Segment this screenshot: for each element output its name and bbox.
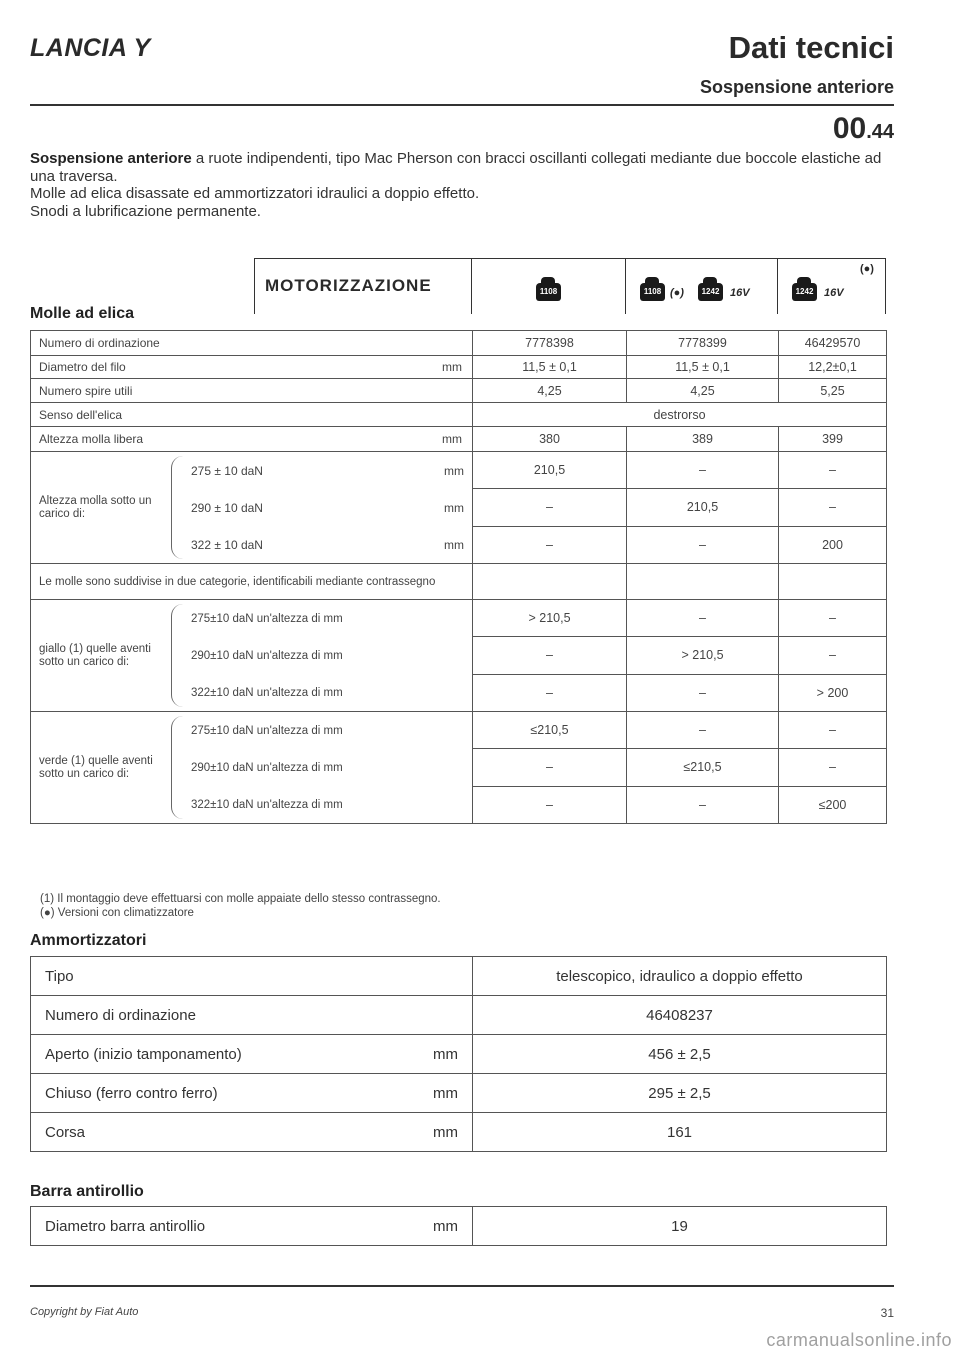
load-item: 275±10 daN un'altezza di mm <box>191 612 343 625</box>
row-label: Numero spire utili <box>31 379 473 403</box>
load-item: 322 ± 10 daN <box>191 537 263 552</box>
table-cell: – <box>779 452 887 489</box>
table-cell: 456 ± 2,5 <box>473 1035 887 1074</box>
table-row <box>31 379 887 403</box>
row-label: Diametro barra antirollio <box>45 1217 206 1235</box>
section-number-sub: .44 <box>866 121 894 143</box>
springs-notes <box>40 893 441 920</box>
table-cell: 7778398 <box>473 331 627 356</box>
shocks-table <box>30 956 887 1152</box>
row-unit: mm <box>442 360 462 374</box>
table-row <box>31 331 887 356</box>
table-cell: 7778399 <box>627 331 779 356</box>
row-label: Tipo <box>31 957 473 996</box>
table-cell: – <box>779 600 887 637</box>
table-cell: ≤210,5 <box>627 749 779 786</box>
row-label: Numero di ordinazione <box>31 331 473 356</box>
antiroll-section-title: Barra antirollio <box>30 1183 144 1200</box>
category-note: Le molle sono suddivise in due categorie, identificabili mediante contrassegno <box>31 564 473 600</box>
load-unit: mm <box>444 463 464 478</box>
table-cell: ≤200 <box>779 786 887 823</box>
row-label: Chiuso (ferro contro ferro) <box>45 1084 218 1102</box>
table-row <box>31 712 887 749</box>
table-cell: – <box>627 674 779 711</box>
table-cell: 11,5 ± 0,1 <box>473 356 627 379</box>
green-group-label: verde (1) quelle aventi sotto un carico di: <box>39 754 153 780</box>
table-cell: 161 <box>473 1113 887 1152</box>
table-cell: 200 <box>779 526 887 563</box>
engine-header-1 <box>472 258 626 314</box>
engine-suffix: 16V <box>730 287 750 299</box>
table-cell: 399 <box>779 427 887 452</box>
table-cell: 210,5 <box>627 489 779 526</box>
table-cell: 4,25 <box>627 379 779 403</box>
table-cell: 46408237 <box>473 996 887 1035</box>
engine-header-2 <box>626 258 778 314</box>
load-item: 322±10 daN un'altezza di mm <box>191 686 343 699</box>
intro-text: a ruote indipendenti, tipo Mac Pherson con bracci oscillanti collegati mediante due boccole elastiche ad una traversa. <box>30 150 882 185</box>
engine-badge-icon: 1242 <box>792 283 817 301</box>
springs-section-title: Molle ad elica <box>30 305 135 322</box>
table-row <box>31 957 887 996</box>
intro-bold-lead: Sospensione anteriore <box>30 150 192 167</box>
engine-header-3 <box>778 258 886 314</box>
row-label: Corsa <box>45 1123 86 1141</box>
row-unit: mm <box>433 1084 458 1102</box>
table-cell: – <box>473 489 627 526</box>
row-label: Diametro del filo <box>39 360 126 374</box>
table-cell: – <box>779 489 887 526</box>
page-number: 31 <box>880 1306 894 1320</box>
table-row <box>31 427 887 452</box>
table-cell: 19 <box>473 1207 887 1246</box>
table-cell: – <box>473 526 627 563</box>
table-row <box>31 452 887 489</box>
table-cell: 4,25 <box>473 379 627 403</box>
table-row <box>31 996 887 1035</box>
engine-note: (●) <box>670 287 684 299</box>
table-row <box>31 1035 887 1074</box>
load-item: 322±10 daN un'altezza di mm <box>191 798 343 811</box>
table-cell: > 200 <box>779 674 887 711</box>
section-number-main: 00 <box>832 112 867 145</box>
table-cell: – <box>627 712 779 749</box>
motor-label-box <box>254 258 472 314</box>
header-divider <box>30 104 894 106</box>
engine-badge-icon: 1108 <box>640 283 665 301</box>
note-line: (1) Il montaggio deve effettuarsi con molle appaiate dello stesso contrassegno. <box>40 893 441 905</box>
table-row <box>31 403 887 427</box>
load-group-cell <box>31 452 473 564</box>
table-row <box>31 1207 887 1246</box>
intro-line-3: Snodi a lubrificazione permanente. <box>30 202 261 220</box>
table-cell: – <box>627 600 779 637</box>
row-unit: mm <box>433 1045 458 1063</box>
load-item: 275±10 daN un'altezza di mm <box>191 724 343 737</box>
table-cell: destrorso <box>473 403 887 427</box>
yellow-group-label: giallo (1) quelle aventi sotto un carico di: <box>39 642 151 668</box>
intro-line-2: Molle ad elica disassate ed ammortizzatori idraulici a doppio effetto. <box>30 185 480 202</box>
table-cell: > 210,5 <box>473 600 627 637</box>
load-item: 290±10 daN un'altezza di mm <box>191 761 343 774</box>
table-cell: – <box>779 712 887 749</box>
antiroll-table <box>30 1206 887 1246</box>
brace-icon <box>171 456 191 559</box>
table-cell: – <box>473 749 627 786</box>
table-cell: – <box>473 786 627 823</box>
brace-icon <box>171 716 191 819</box>
section-number <box>833 112 894 146</box>
footer-divider <box>30 1285 894 1287</box>
brand-name: LANCIA Y <box>30 34 151 62</box>
row-unit: mm <box>433 1123 458 1141</box>
load-item: 275 ± 10 daN <box>191 463 263 478</box>
table-cell: 295 ± 2,5 <box>473 1074 887 1113</box>
engine-badge-icon: 1242 <box>698 283 723 301</box>
table-cell: telescopico, idraulico a doppio effetto <box>473 957 887 996</box>
load-item: 290±10 daN un'altezza di mm <box>191 649 343 662</box>
yellow-group-cell <box>31 600 473 712</box>
document-subtitle: Sospensione anteriore <box>699 77 894 97</box>
load-group-label: Altezza molla sotto un carico di: <box>39 494 152 520</box>
table-row <box>31 1074 887 1113</box>
row-unit: mm <box>442 432 462 446</box>
table-row <box>31 356 887 379</box>
table-cell: 12,2±0,1 <box>779 356 887 379</box>
table-cell: – <box>779 637 887 674</box>
table-cell: 380 <box>473 427 627 452</box>
green-group-cell <box>31 712 473 824</box>
table-row <box>31 564 887 600</box>
table-cell: > 210,5 <box>627 637 779 674</box>
engine-badge-icon: 1108 <box>536 283 561 301</box>
table-cell: 46429570 <box>779 331 887 356</box>
watermark-text: carmanualsonline.info <box>766 1330 952 1350</box>
document-title: Dati tecnici <box>728 30 894 65</box>
table-row <box>31 1113 887 1152</box>
brace-icon <box>171 604 191 707</box>
table-cell: 11,5 ± 0,1 <box>627 356 779 379</box>
row-label: Aperto (inizio tamponamento) <box>45 1045 242 1063</box>
load-unit: mm <box>444 537 464 552</box>
table-cell: – <box>627 786 779 823</box>
row-label: Altezza molla libera <box>39 432 144 446</box>
table-cell: – <box>473 637 627 674</box>
table-cell: 5,25 <box>779 379 887 403</box>
springs-table <box>30 330 887 824</box>
table-cell: 389 <box>627 427 779 452</box>
table-cell: 210,5 <box>473 452 627 489</box>
footer-copyright: Copyright by Fiat Auto <box>30 1306 139 1318</box>
table-cell: – <box>473 674 627 711</box>
row-label: Senso dell'elica <box>31 403 473 427</box>
row-label: Numero di ordinazione <box>31 996 473 1035</box>
engine-note: (●) <box>860 263 874 275</box>
table-row <box>31 600 887 637</box>
engine-suffix: 16V <box>824 287 844 299</box>
note-line: (●) Versioni con climatizzatore <box>40 906 194 919</box>
table-cell: – <box>779 749 887 786</box>
table-cell: ≤210,5 <box>473 712 627 749</box>
table-cell: – <box>627 526 779 563</box>
motor-label: MOTORIZZAZIONE <box>265 276 432 295</box>
load-item: 290 ± 10 daN <box>191 500 263 515</box>
shocks-section-title: Ammortizzatori <box>30 932 147 949</box>
intro-paragraph <box>30 150 892 220</box>
table-cell: – <box>627 452 779 489</box>
row-unit: mm <box>433 1217 458 1235</box>
load-unit: mm <box>444 500 464 515</box>
